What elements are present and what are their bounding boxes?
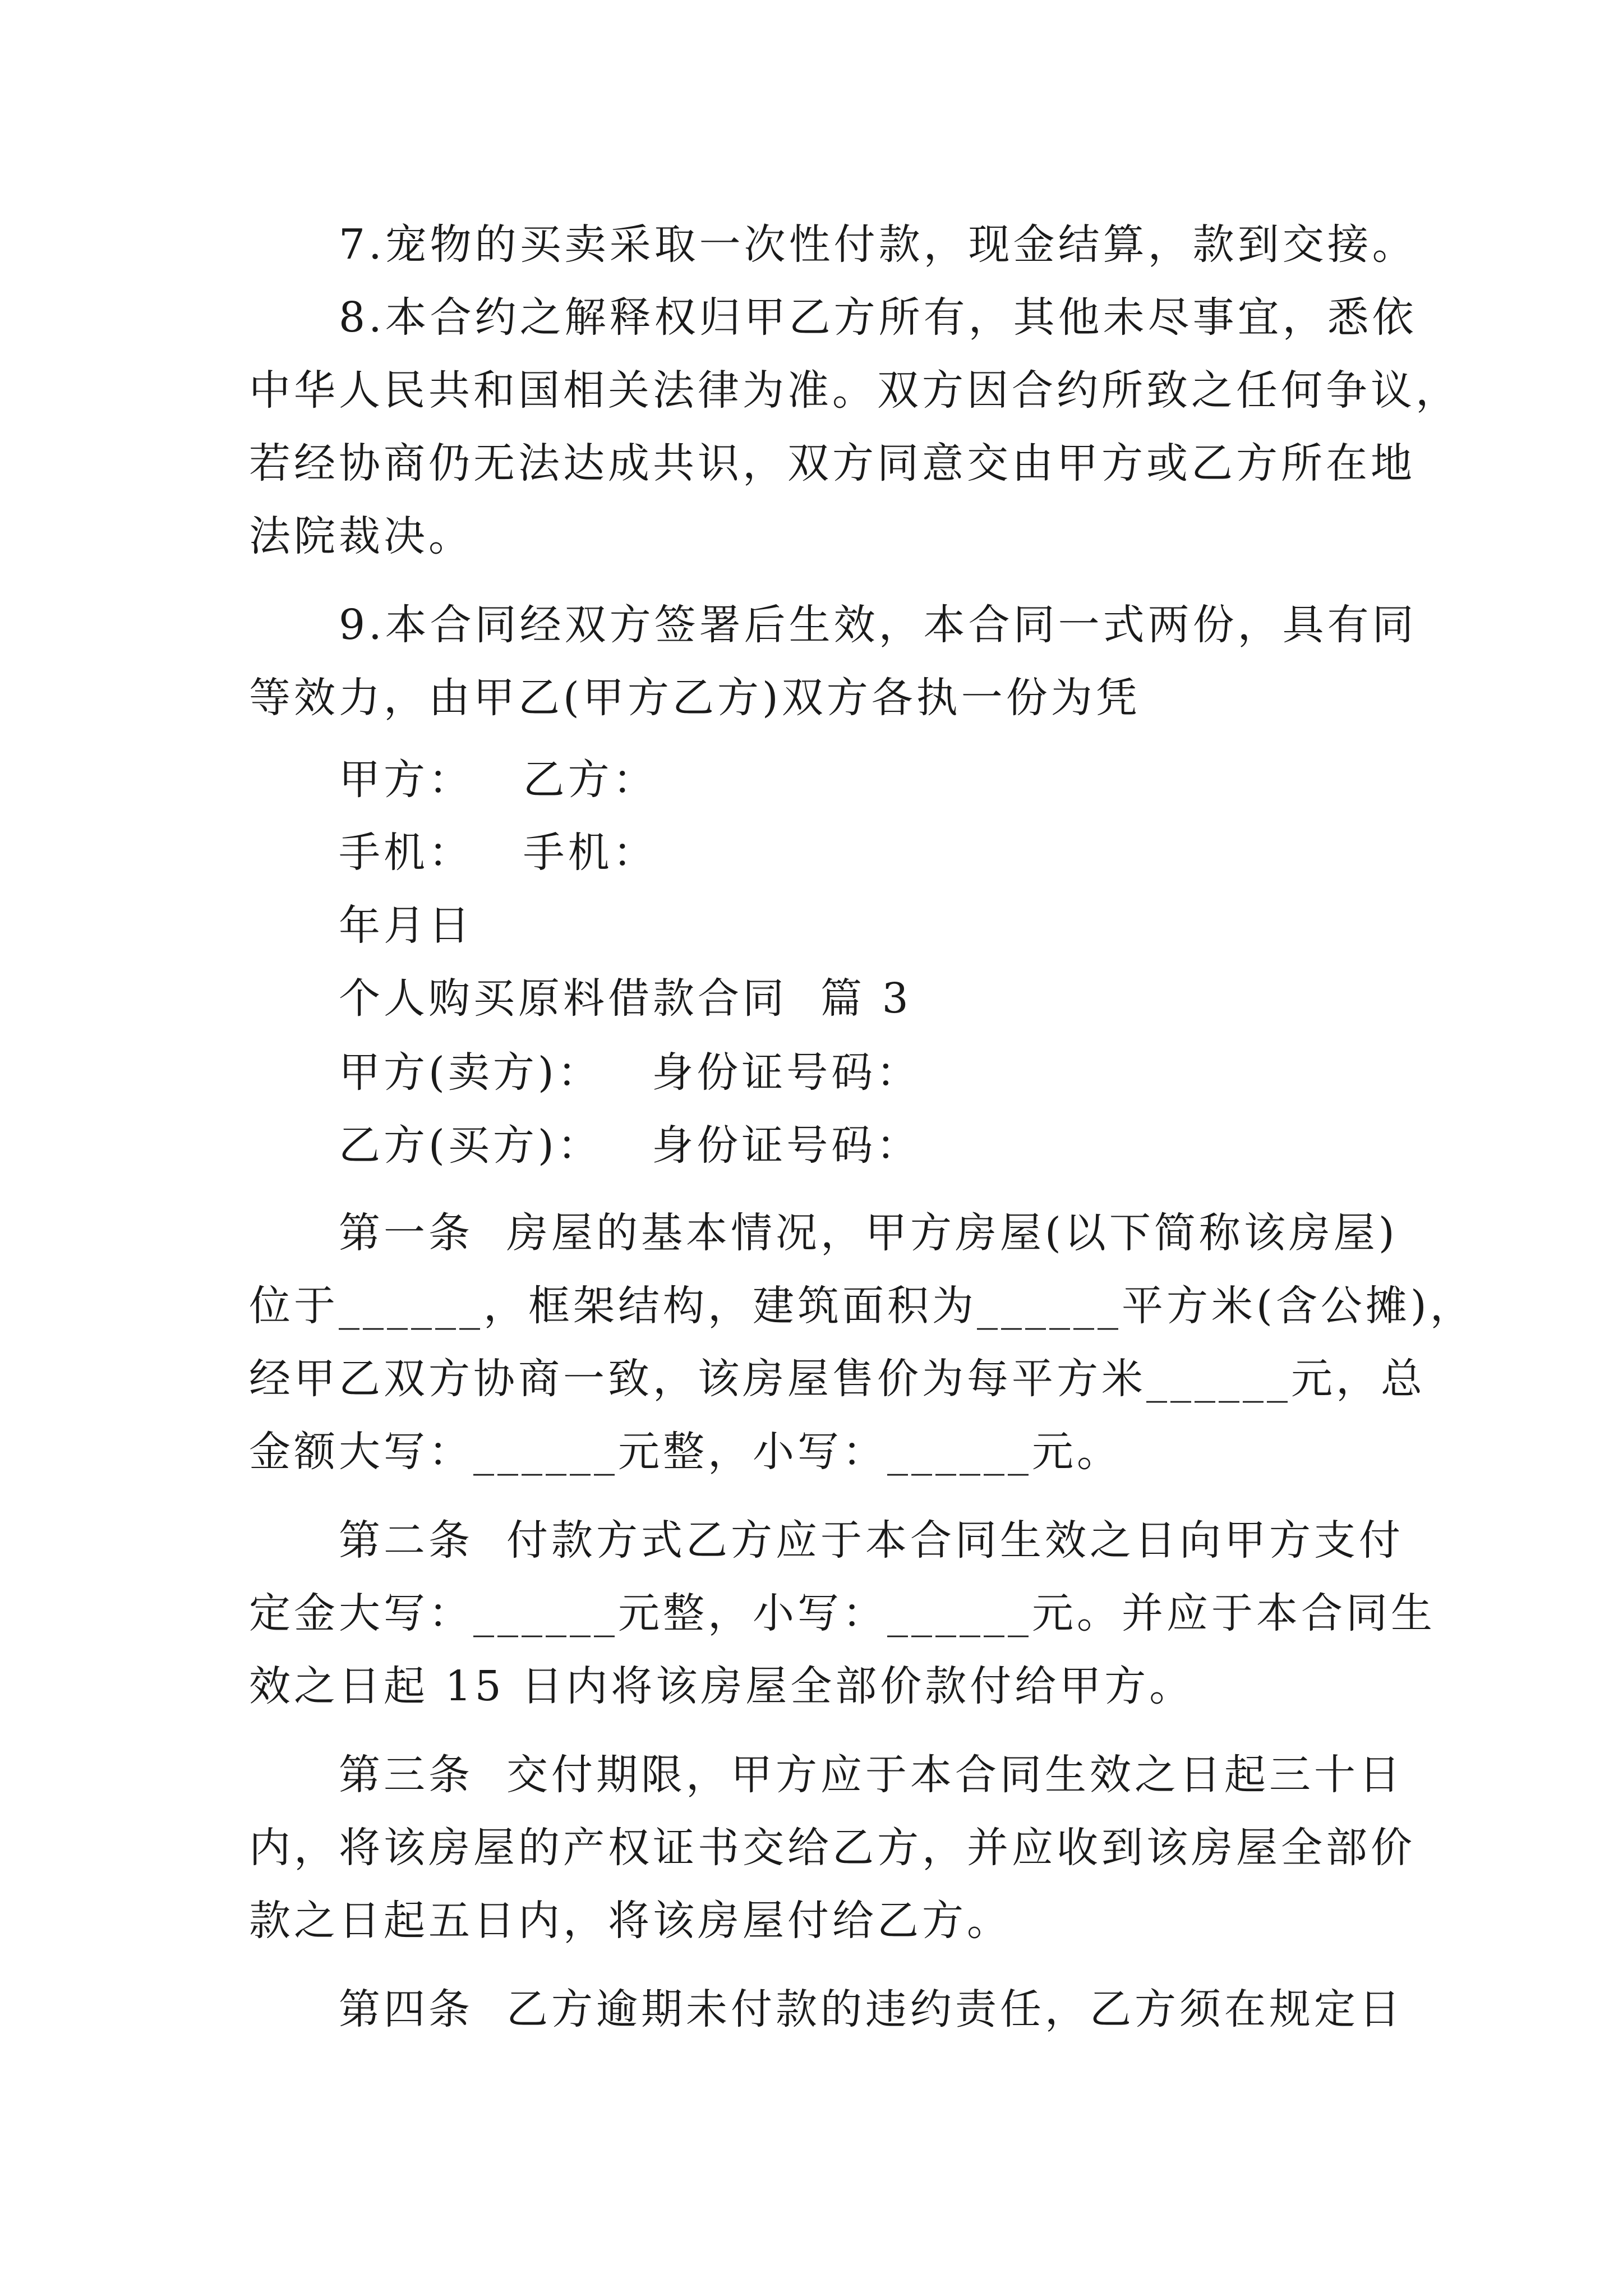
article-4-line-1: 第四条 乙方逾期未付款的违约责任，乙方须在规定日 [339,1985,1404,2033]
article-2-line-2: 定金大写：______元整，小写：______元。并应于本合同生 [249,1589,1436,1637]
signature-phones: 手机： 手机： [339,829,658,877]
clause-8-line-4: 法院裁决。 [249,512,473,560]
clause-7: 7.宠物的买卖采取一次性付款，现金结算，款到交接。 [339,220,1417,269]
seller-id-line: 甲方(卖方)： 身份证号码： [339,1048,921,1097]
article-2-line-3: 效之日起 15 日内将该房屋全部价款付给甲方。 [249,1662,1195,1710]
article-1-line-4: 金额大写：______元整，小写：______元。 [249,1428,1122,1476]
clause-9-line-2: 等效力，由甲乙(甲方乙方)双方各执一份为凭 [249,674,1141,722]
signature-parties: 甲方： 乙方： [339,756,658,804]
article-1-line-1: 第一条 房屋的基本情况，甲方房屋(以下简称该房屋) [339,1209,1398,1257]
clause-8-line-1: 8.本合约之解释权归甲乙方所有，其他未尽事宜，悉依 [339,293,1417,342]
article-1-line-2: 位于______，框架结构，建筑面积为______平方米(含公摊)， [249,1282,1475,1330]
section-title: 个人购买原料借款合同 篇 3 [339,974,912,1023]
clause-8-line-2: 中华人民共和国相关法律为准。双方因合约所致之任何争议， [249,366,1460,415]
buyer-id-line: 乙方(买方)： 身份证号码： [339,1121,921,1170]
article-3-line-1: 第三条 交付期限，甲方应于本合同生效之日起三十日 [339,1751,1404,1799]
article-1-line-3: 经甲乙双方协商一致，该房屋售价为每平方米______元，总 [249,1355,1426,1403]
article-3-line-2: 内，将该房屋的产权证书交给乙方，并应收到该房屋全部价 [249,1824,1415,1872]
signature-date: 年月日 [339,901,473,950]
clause-8-line-3: 若经协商仍无法达成共识，双方同意交由甲方或乙方所在地 [249,439,1415,487]
clause-9-line-1: 9.本合同经双方签署后生效，本合同一式两份，具有同 [339,601,1417,649]
article-2-line-1: 第二条 付款方式乙方应于本合同生效之日向甲方支付 [339,1516,1404,1565]
article-3-line-3: 款之日起五日内，将该房屋付给乙方。 [249,1897,1012,1945]
